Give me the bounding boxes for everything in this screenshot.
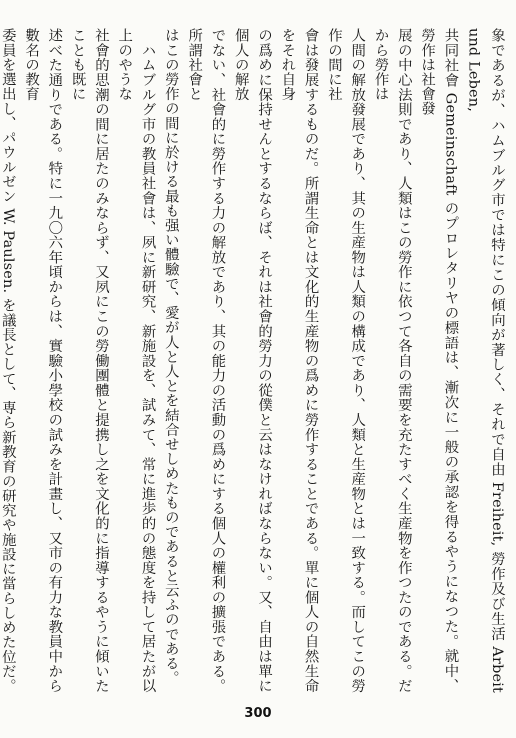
text-line: 人間の解放發展であり、其の生産物は人類の構成であり、人類と生産物とは一致する。而してこの勞作の間に社: [325, 28, 366, 693]
vertical-body-text: [0, 28, 508, 693]
text-line: の爲めに保持せんとするならば、それは社會的勞力の從僕と云はなければならない。又、自由は單に個人の解放: [232, 28, 273, 693]
text-line: 會は發展するものだ。所謂生命とは文化的生産物の爲めに勞作することである。單に個人の自然生命をそれ自身: [279, 28, 319, 693]
page-number: 300: [244, 706, 272, 721]
text-line: 述べた通りである。特に一九〇六年頃からは、實驗小學校の試みを計畫し、又市の有力な教員中から數名の教育: [23, 28, 63, 693]
text-line: 象であるが、ハムブルグ市では特にこの傾向が著しく、それで自由 Freiheit, 勞作及び生活 Arbeit und Leben,: [465, 28, 505, 693]
text-line: でない、社會的に勞作する力の解放であり、其の能力の活動の爲めにする個人の權利の擴張である。所謂社會と: [186, 28, 226, 693]
text-line: 社會的思潮の間に居たのみならず、又夙にこの勞働團體と提携し之を文化的に指導するやうに傾いたことも既に: [69, 28, 109, 693]
text-line: 展の中心法則であり、人類はこの勞作に依つて各自の需要を充たすべく生産物を作つたのである。だから勞作は: [372, 28, 412, 693]
text-line: ハムブルグ市の教員社會は、夙に新研究、新施設を、試みて、常に進歩的の態度を持して居たが以上のやうな: [116, 28, 156, 693]
text-line: 共同社會 Gemeinschaft のプロレタリヤの標語は、漸次に一般の承認を得るやうになつた。就中、勞作は社會發: [419, 28, 459, 693]
text-line: はこの勞作の間に於ける最も强い體驗で、愛が人と人とを結合せしめたものであると云ふのである。: [162, 28, 179, 685]
text-line: 委員を選出し、パウルゼン W. Paulsen. を議長として、専ら新教育の研究や施設に當らしめた位だ。: [0, 28, 16, 693]
